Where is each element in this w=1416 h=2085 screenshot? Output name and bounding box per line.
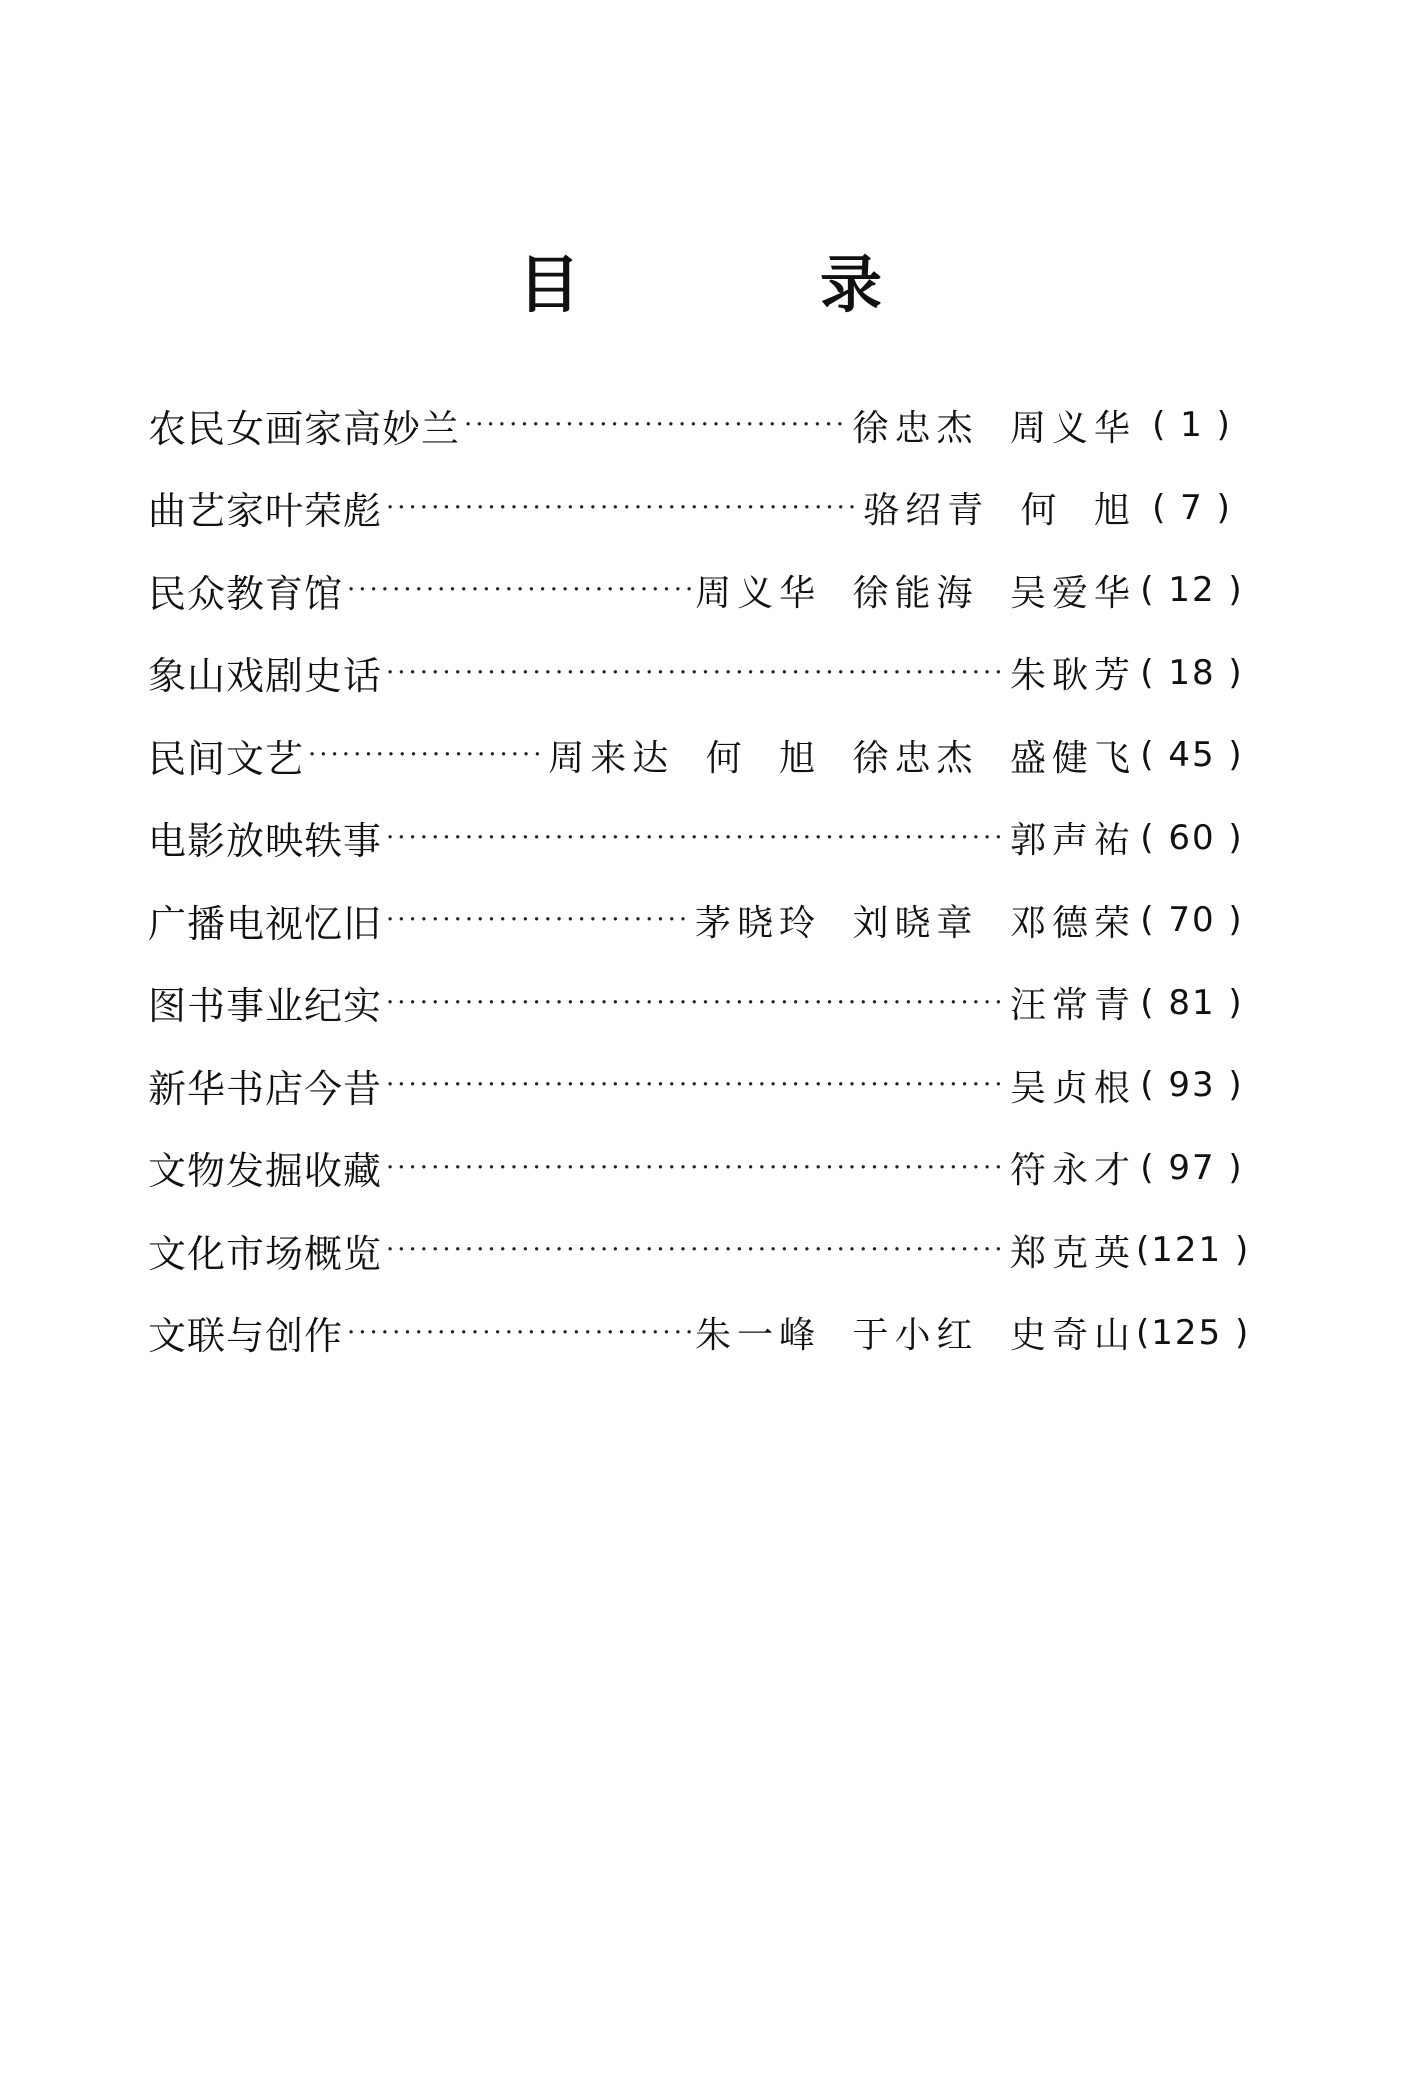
toc-entry-authors: 郑克英 xyxy=(1009,1232,1136,1274)
toc-leader-dots xyxy=(386,1235,1006,1265)
toc-entry-page: ( 70 ) xyxy=(1140,900,1244,941)
toc-entry[interactable] xyxy=(148,467,1248,550)
toc-entry-title: 曲艺家叶荣彪 xyxy=(148,489,383,534)
table-of-contents xyxy=(148,384,1251,1374)
toc-leader-dots xyxy=(347,575,691,605)
toc-entry-title: 图书事业纪实 xyxy=(148,984,383,1029)
toc-entry[interactable] xyxy=(148,549,1248,632)
toc-entry-title: 广播电视忆旧 xyxy=(148,901,383,946)
page-title xyxy=(0,240,1416,330)
toc-entry-page: ( 93 ) xyxy=(1140,1065,1244,1106)
toc-leader-dots xyxy=(464,410,849,440)
toc-entry-authors: 朱一峰 于小红 史奇山 xyxy=(695,1315,1136,1357)
toc-entry-page: ( 12 ) xyxy=(1140,570,1244,611)
toc-entry[interactable] xyxy=(148,1292,1251,1375)
toc-entry[interactable] xyxy=(148,714,1248,797)
toc-entry-title: 电影放映轶事 xyxy=(148,819,383,864)
toc-entry-page: ( 7 ) xyxy=(1152,487,1232,528)
toc-entry-title: 民众教育馆 xyxy=(148,571,344,616)
toc-leader-dots xyxy=(386,988,1006,1018)
toc-entry-page: ( 45 ) xyxy=(1140,735,1244,776)
toc-entry[interactable] xyxy=(148,632,1248,715)
toc-entry-page: (125 ) xyxy=(1136,1312,1251,1353)
toc-entry-title: 文联与创作 xyxy=(148,1314,344,1359)
toc-entry-authors: 吴贞根 xyxy=(1009,1067,1136,1109)
toc-entry-title: 新华书店今昔 xyxy=(148,1066,383,1111)
toc-entry-title: 文化市场概览 xyxy=(148,1231,383,1276)
toc-entry-title: 象山戏剧史话 xyxy=(148,654,383,699)
toc-entry[interactable] xyxy=(148,1209,1251,1292)
toc-entry-page: ( 18 ) xyxy=(1140,652,1244,693)
toc-leader-dots xyxy=(386,823,1006,853)
toc-leader-dots xyxy=(386,1070,1006,1100)
toc-leader-dots xyxy=(308,740,544,770)
toc-leader-dots xyxy=(347,1318,691,1348)
toc-entry-authors: 茅晓玲 刘晓章 邓德荣 xyxy=(695,902,1136,944)
toc-entry-page: ( 97 ) xyxy=(1140,1147,1244,1188)
toc-entry[interactable] xyxy=(148,1127,1248,1210)
toc-entry[interactable] xyxy=(148,797,1248,880)
toc-entry-authors: 周来达 何 旭 徐忠杰 盛健飞 xyxy=(548,737,1136,779)
toc-leader-dots xyxy=(386,905,691,935)
title-char-mu: 目 xyxy=(518,248,581,321)
toc-entry-title: 农民女画家高妙兰 xyxy=(148,406,461,451)
toc-entry[interactable] xyxy=(148,962,1248,1045)
toc-leader-dots xyxy=(386,493,859,523)
toc-entry-authors: 朱耿芳 xyxy=(1009,655,1136,697)
toc-entry-authors: 汪常青 xyxy=(1009,985,1136,1027)
toc-entry-authors: 周义华 徐能海 吴爱华 xyxy=(695,572,1136,614)
toc-entry[interactable] xyxy=(148,879,1248,962)
toc-entry-authors: 徐忠杰 周义华 xyxy=(852,407,1136,449)
toc-entry[interactable] xyxy=(148,384,1248,467)
toc-leader-dots xyxy=(386,1153,1006,1183)
toc-entry-title: 文物发掘收藏 xyxy=(148,1149,383,1194)
toc-entry-authors: 符永才 xyxy=(1009,1150,1136,1192)
title-char-lu: 录 xyxy=(820,248,883,321)
toc-leader-dots xyxy=(386,658,1006,688)
toc-entry-authors: 郭声祐 xyxy=(1009,820,1136,862)
toc-entry-title: 民间文艺 xyxy=(148,736,305,781)
toc-entry-page: ( 1 ) xyxy=(1152,405,1232,446)
toc-entry-page: ( 81 ) xyxy=(1140,982,1244,1023)
toc-entry[interactable] xyxy=(148,1044,1248,1127)
toc-entry-page: (121 ) xyxy=(1136,1230,1251,1271)
toc-entry-authors: 骆绍青 何 旭 xyxy=(863,490,1136,532)
toc-entry-page: ( 60 ) xyxy=(1140,817,1244,858)
